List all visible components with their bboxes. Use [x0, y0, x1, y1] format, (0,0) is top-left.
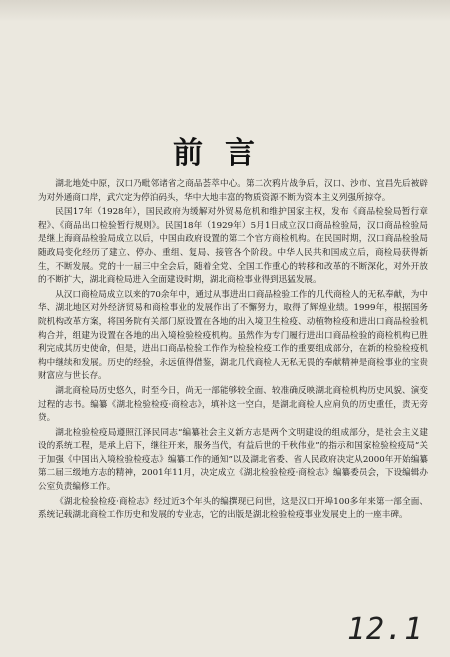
paragraph: 湖北检验检疫局遵照江泽民同志“编纂社会主义新方志是两个文明建设的组成部分，是社会主义建设的系统工程，是承上启下，继往开来，服务当代，有益后世的千秋伟业”的指示和国家检验检疫局“关于加强《中国出入境检验检疫志》编纂工作的通知”以及湖北省委、省人民政府决定从2000年开始编纂第二届三级地方志的精神，2001年11月，决定成立《湖北检验检疫·商检志》编纂委员会，下设编辑办公室负责编修工作。 [38, 427, 428, 493]
paragraph: 《湖北检验检疫·商检志》经过近3个年头的编撰现已问世，这是汉口开埠100多年来第一部全面、系统记载湖北商检工作历史和发展的专业志，它的出版是湖北检验检疫事业发展史上的一座丰碑。 [38, 496, 428, 521]
document-body [38, 178, 428, 524]
handwritten-page-number: 12.1 [347, 612, 424, 647]
page-title: 前言 [173, 136, 277, 171]
page-edge-shadow [0, 0, 450, 22]
paragraph: 民国17年（1928年），国民政府为缓解对外贸易危机和维护国家主权，发布《商品检验局暂行章程》、《商品出口检验暂行规则》。民国18年（1929年）5月1日成立汉口商品检验局，汉口商品检验局是继上海商品检验局成立以后，中国由政府设置的第二个官方商检机构。在民国时期，汉口商品检验局随政局变化经历了建立、停办、重组、复局、接管各个阶段。中华人民共和国成立后，商检局获得新生，不断发展。党的十一届三中全会后，随着全党、全国工作重心的转移和改革的不断深化，对外开放的不断扩大，湖北商检局进入全面建设时期，湖北商检事业得到迅猛发展。 [38, 207, 428, 286]
paragraph: 湖北地处中原，汉口乃毗邻诸省之商品荟萃中心。第二次鸦片战争后，汉口、沙市、宜昌先后被辟为对外通商口岸，武穴定为停泊码头，华中大地丰富的物质资源不断为资本主义列强所掠夺。 [38, 179, 428, 203]
paragraph: 湖北商检局历史悠久，时至今日，尚无一部能够较全面、较准确反映湖北商检机构历史风貌、演变过程的志书。编纂《湖北检验检疫·商检志》，填补这一空白，是湖北商检人应肩负的历史重任，责无旁贷。 [38, 385, 428, 424]
paragraph: 从汉口商检局成立以来的70余年中，通过从事进出口商品检验工作的几代商检人的无私奉献，为中华、湖北地区对外经济贸易和商检事业的发展作出了不懈努力，取得了辉煌业绩。1999年，根据国务院机构改革方案，将国务院有关部门原设置在各地的出入境卫生检疫、动植物检疫和进出口商品检验机构合并，组建为设置在各地的出入境检验检疫机构。虽然作为专门履行进出口商品检验的商检机构已胜利完成其历史使命，但是，进出口商品检验工作作为检验检疫工作的重要组成部分，在新的检验检疫机构中继续和发展。历史的经验，永远值得借鉴，湖北几代商检人无私无畏的奉献精神是商检事业的宝贵财富应与世长存。 [38, 289, 428, 382]
